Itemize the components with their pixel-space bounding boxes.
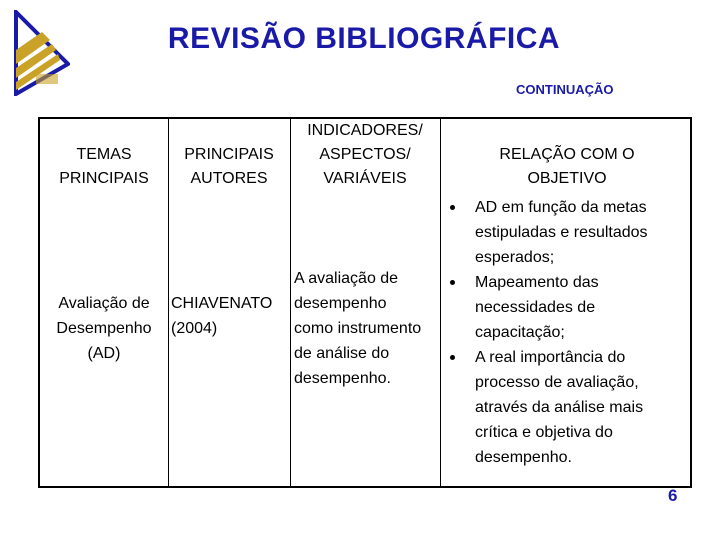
item-line: através da análise mais bbox=[475, 399, 644, 416]
cell-line: desempenho. bbox=[294, 370, 391, 387]
cell-line: como instrumento bbox=[294, 320, 422, 337]
item-line: esperados; bbox=[475, 249, 555, 266]
cell-autores bbox=[171, 291, 291, 341]
cell-tema bbox=[40, 291, 168, 366]
header-indicadores bbox=[290, 119, 440, 191]
item-line: capacitação; bbox=[475, 324, 565, 341]
item-line: processo de avaliação, bbox=[475, 374, 639, 391]
header-line: AUTORES bbox=[190, 170, 268, 187]
slide-title: REVISÃO BIBLIOGRÁFICA bbox=[167, 22, 561, 55]
cell-line: desempenho bbox=[294, 295, 387, 312]
item-line: necessidades de bbox=[475, 299, 596, 316]
item-line: Mapeamento das bbox=[475, 274, 599, 291]
cell-line: Avaliação de bbox=[58, 295, 150, 312]
header-line: OBJETIVO bbox=[527, 170, 607, 187]
cell-indicadores bbox=[294, 266, 440, 391]
header-line: PRINCIPAIS bbox=[59, 170, 149, 187]
item-line: A real importância do bbox=[475, 349, 626, 366]
cell-line: A avaliação de bbox=[294, 270, 399, 287]
header-relacao bbox=[440, 143, 694, 191]
cell-line: CHIAVENATO bbox=[171, 295, 273, 312]
header-line: ASPECTOS/ bbox=[319, 146, 411, 163]
header-line: RELAÇÃO COM O bbox=[499, 146, 635, 163]
list-item bbox=[444, 195, 694, 270]
header-line: PRINCIPAIS bbox=[184, 146, 274, 163]
cell-line: Desempenho bbox=[56, 320, 152, 337]
item-line: desempenho. bbox=[475, 449, 572, 466]
bullet-icon bbox=[450, 205, 455, 210]
item-line: crítica e objetiva do bbox=[475, 424, 613, 441]
cell-line: de análise do bbox=[294, 345, 390, 362]
page-number: 6 bbox=[668, 486, 678, 505]
list-item bbox=[444, 270, 694, 345]
list-item bbox=[444, 345, 694, 470]
relacao-bullet-list bbox=[444, 195, 694, 470]
cell-line: (AD) bbox=[87, 345, 121, 362]
header-temas bbox=[40, 143, 168, 191]
header-autores bbox=[168, 143, 290, 191]
bullet-icon bbox=[450, 355, 455, 360]
slide-subtitle: CONTINUAÇÃO bbox=[516, 82, 614, 97]
item-line: AD em função da metas bbox=[475, 199, 647, 216]
cell-line: (2004) bbox=[171, 320, 218, 337]
header-line: INDICADORES/ bbox=[307, 122, 423, 139]
item-line: estipuladas e resultados bbox=[475, 224, 648, 241]
header-line: VARIÁVEIS bbox=[323, 170, 407, 187]
literature-table bbox=[38, 117, 692, 488]
bullet-icon bbox=[450, 280, 455, 285]
header-line: TEMAS bbox=[76, 146, 132, 163]
